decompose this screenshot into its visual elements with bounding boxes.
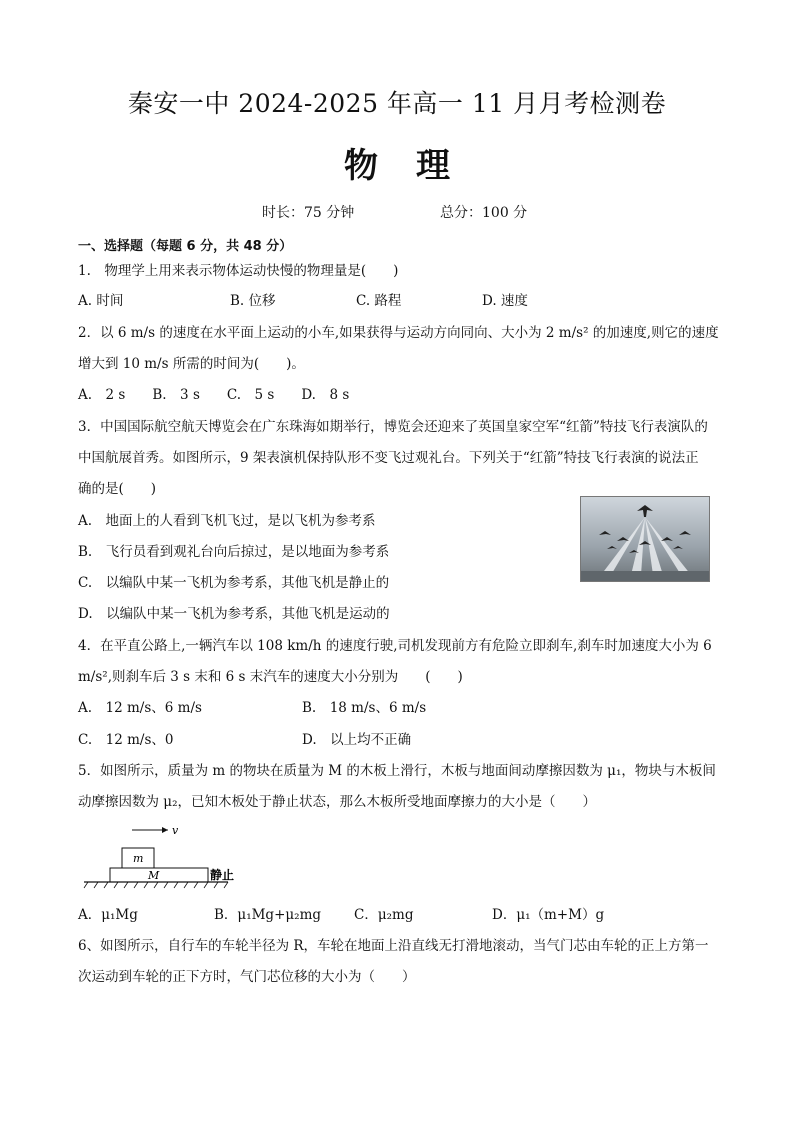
block-on-board-figure: [82, 820, 252, 890]
q3-option-a: A. 地面上的人看到飞机飞过，是以飞机为参考系: [78, 513, 376, 529]
velocity-label: v: [172, 824, 179, 837]
q3-stem-line1: 3．中国国际航空航天博览会在广东珠海如期举行，博览会还迎来了英国皇家空军“红箭”特技飞行表演队的: [78, 419, 708, 435]
section-heading: 一、选择题（每题 6 分，共 48 分）: [78, 239, 293, 254]
q2-stem-line1: 2．以 6 m/s 的速度在水平面上运动的小车,如果获得与运动方向同向、大小为 2 m/s² 的加速度,则它的速度: [78, 325, 719, 341]
q5-stem-line2: 动摩擦因数为 μ₂，已知木板处于静止状态，那么木板所受地面摩擦力的大小是（ ）: [78, 794, 596, 810]
q2-options: A. 2 s B. 3 s C. 5 s D. 8 s: [78, 387, 350, 403]
q5-option-a: A．μ₁Mg: [78, 907, 138, 923]
subject-title: 物理: [344, 146, 488, 186]
q1-option-b: B. 位移: [230, 293, 276, 309]
aerobatic-team-photo: [580, 496, 710, 582]
exam-duration: 时长：75 分钟: [262, 205, 355, 221]
q4-stem-line1: 4．在平直公路上,一辆汽车以 108 km/h 的速度行驶,司机发现前方有危险立即刹车,刹车时加速度大小为 6: [78, 638, 712, 654]
q1-option-d: D. 速度: [482, 293, 528, 309]
q5-option-b: B．μ₁Mg+μ₂mg: [214, 907, 322, 923]
exam-total-score: 总分：100 分: [440, 205, 528, 221]
q1-stem: 1. 物理学上用来表示物体运动快慢的物理量是( ): [78, 263, 399, 279]
q6-stem-line2: 次运动到车轮的正下方时，气门芯位移的大小为（ ）: [78, 969, 416, 985]
q3-option-d: D. 以编队中某一飞机为参考系，其他飞机是运动的: [78, 606, 390, 622]
stationary-label: 静止: [210, 868, 235, 882]
q3-option-c: C. 以编队中某一飞机为参考系，其他飞机是静止的: [78, 575, 390, 591]
board-label: M: [148, 869, 160, 882]
q6-stem-line1: 6、如图所示，自行车的车轮半径为 R，车轮在地面上沿直线无打滑地滚动，当气门芯由车轮的正上方第一: [78, 938, 709, 954]
q1-option-c: C. 路程: [356, 293, 402, 309]
q3-option-b: B. 飞行员看到观礼台向后掠过，是以地面为参考系: [78, 544, 390, 560]
q4-option-b: B. 18 m/s、6 m/s: [302, 700, 427, 716]
q4-option-c: C. 12 m/s、0: [78, 732, 174, 748]
q5-option-d: D．μ₁（m+M）g: [492, 907, 605, 923]
q2-stem-line2: 增大到 10 m/s 所需的时间为( )。: [78, 356, 305, 372]
q1-option-a: A. 时间: [78, 293, 124, 309]
jets-formation-image: [581, 497, 709, 581]
q3-stem-line3: 确的是( ): [78, 481, 157, 497]
q5-option-c: C．μ₂mg: [354, 907, 414, 923]
q5-stem-line1: 5．如图所示，质量为 m 的物块在质量为 M 的木板上滑行，木板与地面间动摩擦因数为 μ₁，物块与木板间: [78, 763, 716, 779]
exam-title: 秦安一中 2024-2025 年高一 11 月月考检测卷: [127, 89, 667, 118]
q3-stem-line2: 中国航展首秀。如图所示，9 架表演机保持队形不变飞过观礼台。下列关于“红箭”特技飞行表演的说法正: [78, 450, 699, 466]
q4-option-a: A. 12 m/s、6 m/s: [78, 700, 202, 716]
q4-stem-line2: m/s²,则刹车后 3 s 末和 6 s 末汽车的速度大小分别为 ( ): [78, 669, 463, 685]
small-block-label: m: [133, 852, 144, 865]
q4-option-d: D. 以上均不正确: [302, 732, 412, 748]
